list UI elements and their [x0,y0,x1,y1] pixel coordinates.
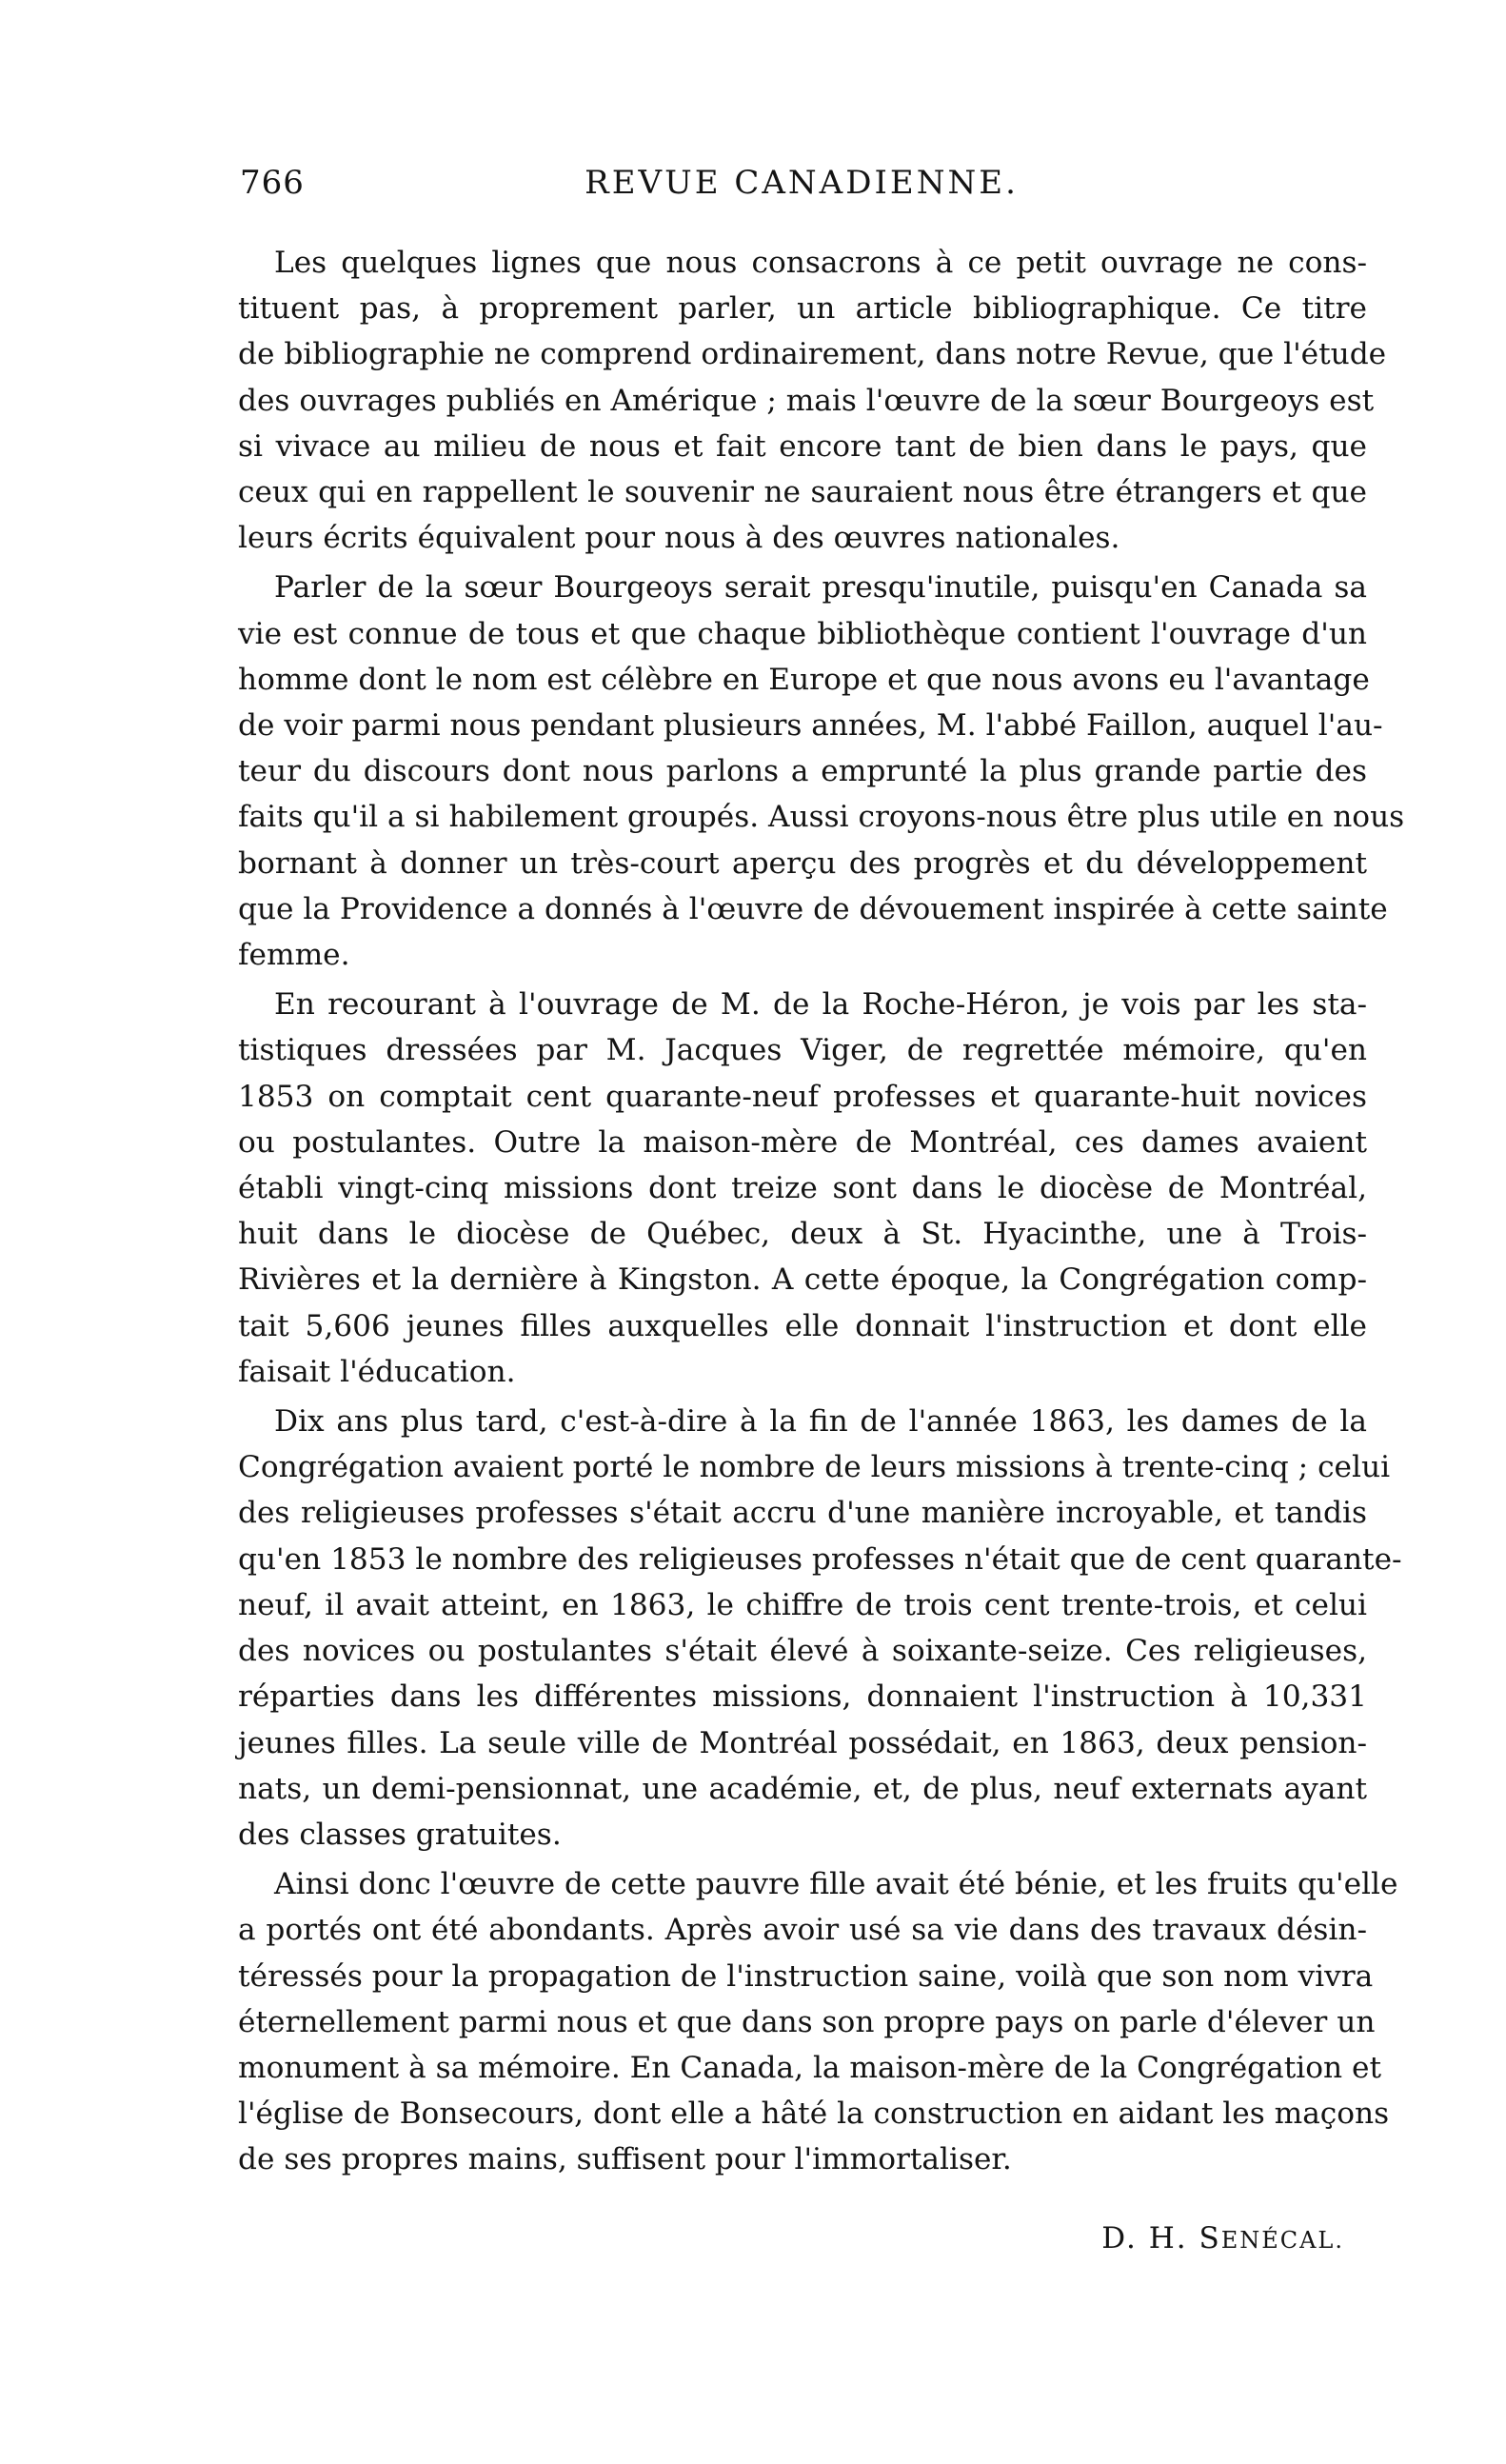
text-line: faisait l'éducation. [238,1354,516,1389]
text-line: établi vingt-cinq missions dont treize sont dans le diocèse de Montréal, [238,1171,1367,1206]
signature-initials: D. H. S [1101,2221,1221,2255]
text-line: nats, un demi-pensionnat, une académie, et, de plus, neuf externats ayant [238,1771,1367,1806]
text-line: Rivières et la dernière à Kingston. A cette époque, la Congrégation comp- [238,1262,1367,1298]
text-line: l'église de Bonsecours, dont elle a hâté la construction en aidant les maçons [238,2096,1390,2132]
text-line: des religieuses professes s'était accru d'une manière incroyable, et tandis [238,1496,1367,1531]
text-line: des novices ou postulantes s'était élevé à soixante-seize. Ces religieuses, [238,1634,1367,1669]
text-line: des ouvrages publiés en Amérique ; mais l'œuvre de la sœur Bourgeoys est [238,383,1375,418]
text-line: qu'en 1853 le nombre des religieuses professes n'était que de cent quarante- [238,1541,1402,1577]
paragraph [238,1861,1398,2182]
text-line: de bibliographie ne comprend ordinairement, dans notre Revue, que l'étude [238,337,1387,372]
text-line: tait 5,606 jeunes filles auxquelles elle donnait l'instruction et dont elle [238,1308,1367,1343]
text-line: des classes gratuites. [238,1817,562,1852]
text-line: ceux qui en rappellent le souvenir ne sauraient nous être étrangers et que [238,475,1367,510]
text-line: Congrégation avaient porté le nombre de leurs missions à trente-cinq ; celui [238,1450,1391,1485]
text-line: 1853 on comptait cent quarante-neuf professes et quarante-huit novices [238,1079,1367,1114]
text-line: huit dans le diocèse de Québec, deux à St. Hyacinthe, une à Trois- [238,1217,1367,1252]
signature-surname: ENÉCAL. [1220,2227,1344,2254]
text-line: Les quelques lignes que nous consacrons à ce petit ouvrage ne cons- [274,246,1367,280]
running-title: REVUE CANADIENNE. [585,164,1019,202]
text-line: téressés pour la propagation de l'instruction saine, voilà que son nom vivra [238,1958,1374,1994]
text-line: réparties dans les différentes missions, donnaient l'instruction à 10,331 [238,1679,1367,1715]
text-line: leurs écrits équivalent pour nous à des œuvres nationales. [238,521,1120,556]
text-line: ou postulantes. Outre la maison-mère de Montréal, ces dames avaient [238,1124,1367,1160]
paragraph [238,565,1405,978]
text-line: tituent pas, à proprement parler, un article bibliographique. Ce titre [238,291,1367,327]
text-line: tistiques dressées par M. Jacques Viger, de regrettée mémoire, qu'en [238,1033,1367,1068]
page-header [240,164,1363,211]
text-line: femme. [238,938,350,973]
text-line: de voir parmi nous pendant plusieurs années, M. l'abbé Faillon, auquel l'au- [238,708,1383,744]
text-line: bornant à donner un très-court aperçu des progrès et du développement [238,845,1367,881]
text-line: homme dont le nom est célèbre en Europe et que nous avons eu l'avantage [238,662,1370,697]
paragraph [238,1399,1402,1858]
text-line: de ses propres mains, suffisent pour l'immortaliser. [238,2142,1012,2177]
text-line: jeunes filles. La seule ville de Montréal possédait, en 1863, deux pension- [238,1725,1367,1760]
author-signature [1101,2221,1344,2255]
text-line: que la Providence a donnés à l'œuvre de dévouement inspirée à cette sainte [238,891,1388,926]
text-line: Ainsi donc l'œuvre de cette pauvre fille avait été bénie, et les fruits qu'elle [274,1867,1398,1902]
text-line: vie est connue de tous et que chaque bibliothèque contient l'ouvrage d'un [238,616,1367,651]
article-body [238,240,1405,2187]
text-line: teur du discours dont nous parlons a emprunté la plus grande partie des [238,754,1367,789]
text-line: monument à sa mémoire. En Canada, la maison-mère de la Congrégation et [238,2050,1381,2085]
text-line: neuf, il avait atteint, en 1863, le chiffre de trois cent trente-trois, et celui [238,1587,1367,1622]
paragraph [238,240,1387,561]
page-number: 766 [240,164,305,202]
text-line: Parler de la sœur Bourgeoys serait presqu'inutile, puisqu'en Canada sa [274,570,1367,606]
text-line: Dix ans plus tard, c'est-à-dire à la fin de l'année 1863, les dames de la [274,1404,1367,1440]
paragraph [238,982,1367,1395]
text-line: En recourant à l'ouvrage de M. de la Roche-Héron, je vois par les sta- [274,987,1367,1023]
text-line: a portés ont été abondants. Après avoir usé sa vie dans des travaux désin- [238,1913,1367,1948]
text-line: éternellement parmi nous et que dans son propre pays on parle d'élever un [238,2004,1376,2039]
text-line: si vivace au milieu de nous et fait encore tant de bien dans le pays, que [238,428,1367,464]
text-line: faits qu'il a si habilement groupés. Aussi croyons-nous être plus utile en nous [238,800,1405,835]
